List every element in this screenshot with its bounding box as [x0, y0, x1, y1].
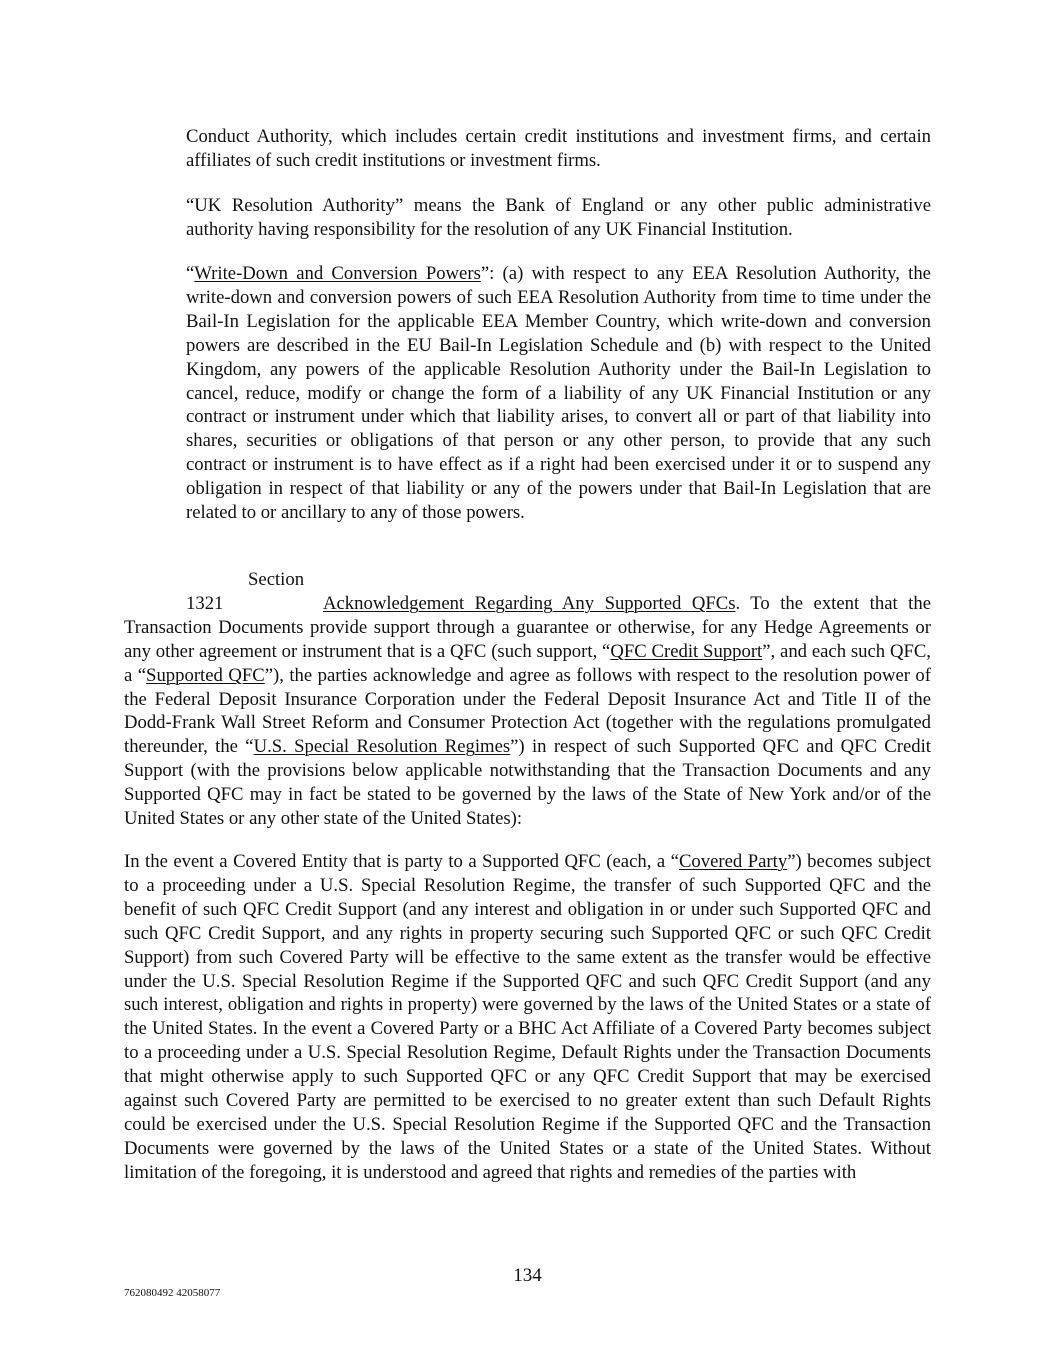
- definition-uk-resolution-authority: [186, 194, 931, 242]
- definition-write-down-conversion-powers: [186, 262, 931, 525]
- defined-term: Covered Party: [678, 851, 788, 872]
- section-heading: Acknowledgement Regarding Any Supported QFCs: [323, 592, 736, 614]
- paragraph-text: In the event a Covered Entity that is party to a Supported QFC (each, a “: [124, 851, 679, 872]
- paragraph-text: ”) in respect of such Supported QFC and QFC Credit Support (with the provisions below applicable notwithstanding that the Transaction Documents and any Supported QFC may in fact be stated to be governed by the laws of the State of New York and/or of the United States or any other state of the United States):: [124, 736, 931, 830]
- page-number: 134: [513, 1265, 542, 1286]
- covered-party-paragraph: [124, 850, 931, 1185]
- open-quote: “: [186, 263, 195, 284]
- defined-term: U.S. Special Resolution Regimes: [253, 736, 511, 758]
- paragraph-text: ”), the parties acknowledge and agree as follows with respect to the resolution power of the Federal Deposit Insurance Corporation under the Federal Deposit Insurance Act and Title II of the Dodd-Frank Wall Street Reform and Consumer Protection Act (together with the regulations promulgated thereunder, the “: [124, 664, 931, 758]
- paragraph-text: Conduct Authority, which includes certain credit institutions and investment firms, and certain affiliates of such credit institutions or investment firms.: [186, 126, 931, 171]
- paragraph-text: ”) becomes subject to a proceeding under a U.S. Special Resolution Regime, the transfer of such Supported QFC and the benefit of such QFC Credit Support (and any interest and obligation in or under such Supported QFC and such QFC Credit Support, and any rights in property securing such Supported QFC or such QFC Credit Support) from such Covered Party will be effective to the same extent as the transfer would be effective under the U.S. Special Resolution Regime if the Supported QFC and such QFC Credit Support (and any such interest, obligation and rights in property) were governed by the laws of the United States or a state of the United States. In the event a Covered Party or a BHC Act Affiliate of a Covered Party becomes subject to a proceeding under a U.S. Special Resolution Regime, Default Rights under the Transaction Documents that might otherwise apply to such Supported QFC or any QFC Credit Support that may be exercised against such Covered Party are permitted to be exercised to no greater extent than such Default Rights could be exercised under the U.S. Special Resolution Regime if the Supported QFC and the Transaction Documents were governed by the laws of the United States or a state of the United States. Without limitation of the foregoing, it is understood and agreed that rights and remedies of the parties with: [124, 851, 931, 1183]
- defined-term: QFC Credit Support: [610, 640, 763, 662]
- document-id: 762080492 42058077: [124, 1287, 221, 1299]
- paragraph-text: . To the extent that the Transaction Documents provide support through a guarantee or otherwise, for any Hedge Agreements or any other agreement or instrument that is a QFC (such support, “: [124, 592, 931, 662]
- definition-paragraph-continuation: [186, 125, 931, 173]
- paragraph-text: “UK Resolution Authority” means the Bank of England or any other public administrative authority having responsibility for the resolution of any UK Financial Institution.: [186, 195, 931, 240]
- section-1321-paragraph: [124, 568, 931, 831]
- paragraph-text: ”: (a) with respect to any EEA Resolution Authority, the write-down and conversion powers of such EEA Resolution Authority from time to time under the Bail-In Legislation for the applicable EEA Member Country, which write-down and conversion powers are described in the EU Bail-In Legislation Schedule and (b) with respect to the United Kingdom, any powers of the applicable Resolution Authority under the Bail-In Legislation to cancel, reduce, modify or change the form of a liability of any UK Financial Institution or any contract or instrument under which that liability arises, to convert all or part of that liability into shares, securities or obligations of that person or any other person, to provide that any such contract or instrument is to have effect as if a right had been exercised under it or to suspend any obligation in respect of that liability or any of the powers under that Bail-In Legislation that are related to or ancillary to any of those powers.: [186, 263, 931, 524]
- defined-term: Supported QFC: [146, 664, 265, 686]
- paragraph-text: ”, and each such QFC, a “: [124, 640, 931, 686]
- defined-term: Write-Down and Conversion Powers: [194, 263, 481, 284]
- section-number: Section 1321: [186, 569, 305, 614]
